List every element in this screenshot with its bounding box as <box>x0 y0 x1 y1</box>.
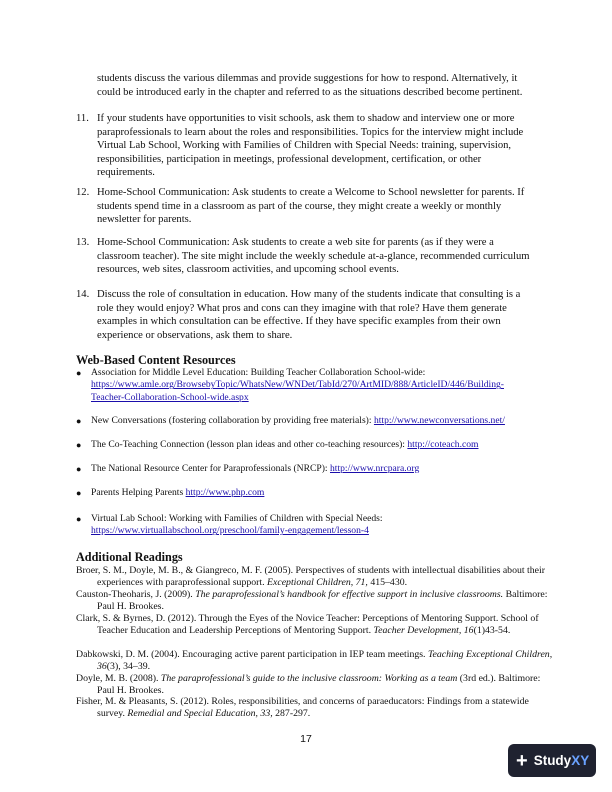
resource-item <box>76 513 536 538</box>
reading-source: Teaching Exceptional Children, 36 <box>97 649 553 672</box>
resource-text: New Conversations (fostering collaboration by providing free materials): <box>91 415 374 426</box>
brand-logo <box>534 753 590 768</box>
reading-entry <box>76 673 559 697</box>
resource-link[interactable]: http://coteach.com <box>407 439 479 450</box>
reading-text: Broer, S. M., Doyle, M. B., & Giangreco, M. F. (2005). Perspectives of students with intellectual disabilities about their experiences with paraprofessional support. <box>76 565 546 588</box>
reading-text: (1)43-54. <box>473 624 511 636</box>
bullet-icon: ● <box>76 440 82 450</box>
reading-text: Fisher, M. & Pleasants, S. (2012). Roles, responsibilities, and concerns of paraeducators: Findings from a statewide survey. <box>76 696 529 719</box>
plus-icon: + <box>516 749 528 772</box>
resource-link[interactable]: http://www.newconversations.net/ <box>373 415 505 426</box>
reading-text: 415–430. <box>367 576 408 588</box>
list-number: 14. <box>76 289 90 300</box>
reading-entry <box>76 649 559 673</box>
bullet-icon: ● <box>76 488 82 498</box>
resource-item <box>76 487 536 499</box>
list-item-11 <box>76 112 538 180</box>
web-resources-heading: Web-Based Content Resources <box>76 353 236 367</box>
brand-accent: XY <box>571 753 590 768</box>
resource-item <box>76 415 536 427</box>
reading-source: Remedial and Special Education, 33, <box>127 707 273 719</box>
resource-link[interactable]: http://www.nrcpara.org <box>329 463 420 474</box>
list-text: If your students have opportunities to visit schools, ask them to shadow and interview one or more paraprofessionals to learn about the roles and responsibilities. Topics for the interview might include Virtual Lab School, Working with Families of Children with Special Needs: training, supervision, responsibilities, participation in meetings, professional development, certification, or other requirements. <box>97 113 524 179</box>
reading-source: Exceptional Children, 71, <box>267 576 368 588</box>
bullet-icon: ● <box>76 514 82 524</box>
list-item-12 <box>76 186 538 227</box>
reading-text: (3), 34–39. <box>106 660 151 672</box>
list-number: 13. <box>76 237 90 248</box>
bullet-icon: ● <box>76 368 82 378</box>
list-item-13 <box>76 236 538 277</box>
studyxy-watermark-badge[interactable] <box>508 744 596 777</box>
resource-text: Virtual Lab School: Working with Families of Children with Special Needs: <box>91 513 383 524</box>
list-number: 12. <box>76 187 90 198</box>
resource-text: The Co-Teaching Connection (lesson plan ideas and other co-teaching resources): <box>91 439 408 450</box>
reading-text: Dabkowski, D. M. (2004). Encouraging active parent participation in IEP team meetings. <box>76 649 428 660</box>
reading-text: Clark, S. & Byrnes, D. (2012). Through the Eyes of the Novice Teacher: Perceptions of Mentoring Support. School of Teacher Education and Leadership Perceptions of Mentoring Support. <box>76 613 539 636</box>
list-text: Home-School Communication: Ask students to create a web site for parents (as if they were a classroom teacher). The site might include the weekly schedule at-a-glance, recommended curriculum resources, web sites, classroom activities, and upcoming school events. <box>97 237 530 276</box>
reading-source: Teacher Development, 16 <box>373 624 474 636</box>
reading-source: The paraprofessional’s handbook for effective support in inclusive classrooms. <box>195 589 504 600</box>
reading-entry <box>76 565 559 589</box>
reading-text: Doyle, M. B. (2008). <box>76 673 161 684</box>
reading-text: Causton-Theoharis, J. (2009). <box>76 589 196 600</box>
resource-link[interactable]: https://www.amle.org/BrowsebyTopic/WhatsNew/WNDet/TabId/270/ArtMID/888/ArticleID/446/Building-Teacher-Collaboration-School-wide.aspx <box>91 379 504 403</box>
resource-item <box>76 439 536 451</box>
resource-text: The National Resource Center for Paraprofessionals (NRCP): <box>91 463 330 474</box>
reading-entry <box>76 696 559 720</box>
resource-item <box>76 463 536 475</box>
resource-item <box>76 367 536 404</box>
additional-readings-heading: Additional Readings <box>76 550 183 564</box>
bullet-icon: ● <box>76 464 82 474</box>
bullet-icon: ● <box>76 416 82 426</box>
reading-entry <box>76 613 559 637</box>
reading-text: 287-297. <box>272 707 311 719</box>
list-text: Discuss the role of consultation in education. How many of the students indicate that consulting is a role they would enjoy? What pros and cons can they imagine with that role? Have them generate examples in which consultation can be effective. If they have specific examples from their own experience or observations, ask them to share. <box>97 289 521 341</box>
resource-link[interactable]: https://www.virtuallabschool.org/preschool/family-engagement/lesson-4 <box>91 525 369 537</box>
intro-paragraph: students discuss the various dilemmas and provide suggestions for how to respond. Alternatively, it could be introduced early in the chapter and referred to as the situations described become pertinent. <box>97 73 523 98</box>
list-text: Home-School Communication: Ask students to create a Welcome to School newsletter for parents. If students spend time in a classroom as part of the course, they might create a weekly or monthly newsletter for parents. <box>97 187 525 226</box>
resource-text: Association for Middle Level Education: Building Teacher Collaboration School-wide: <box>91 367 426 378</box>
resource-link[interactable]: http://www.php.com <box>185 487 265 498</box>
reading-text: Baltimore: Paul H. Brookes. <box>97 589 548 612</box>
brand-main: Study <box>533 753 572 768</box>
list-item-14 <box>76 288 538 342</box>
page-number: 17 <box>300 733 312 745</box>
reading-entry <box>76 589 559 613</box>
reading-text: (3rd ed.). Baltimore: Paul H. Brookes. <box>97 673 541 696</box>
reading-source: The paraprofessional’s guide to the inclusive classroom: Working as a team <box>160 673 458 684</box>
list-number: 11. <box>76 113 89 124</box>
resource-text: Parents Helping Parents <box>91 487 186 498</box>
